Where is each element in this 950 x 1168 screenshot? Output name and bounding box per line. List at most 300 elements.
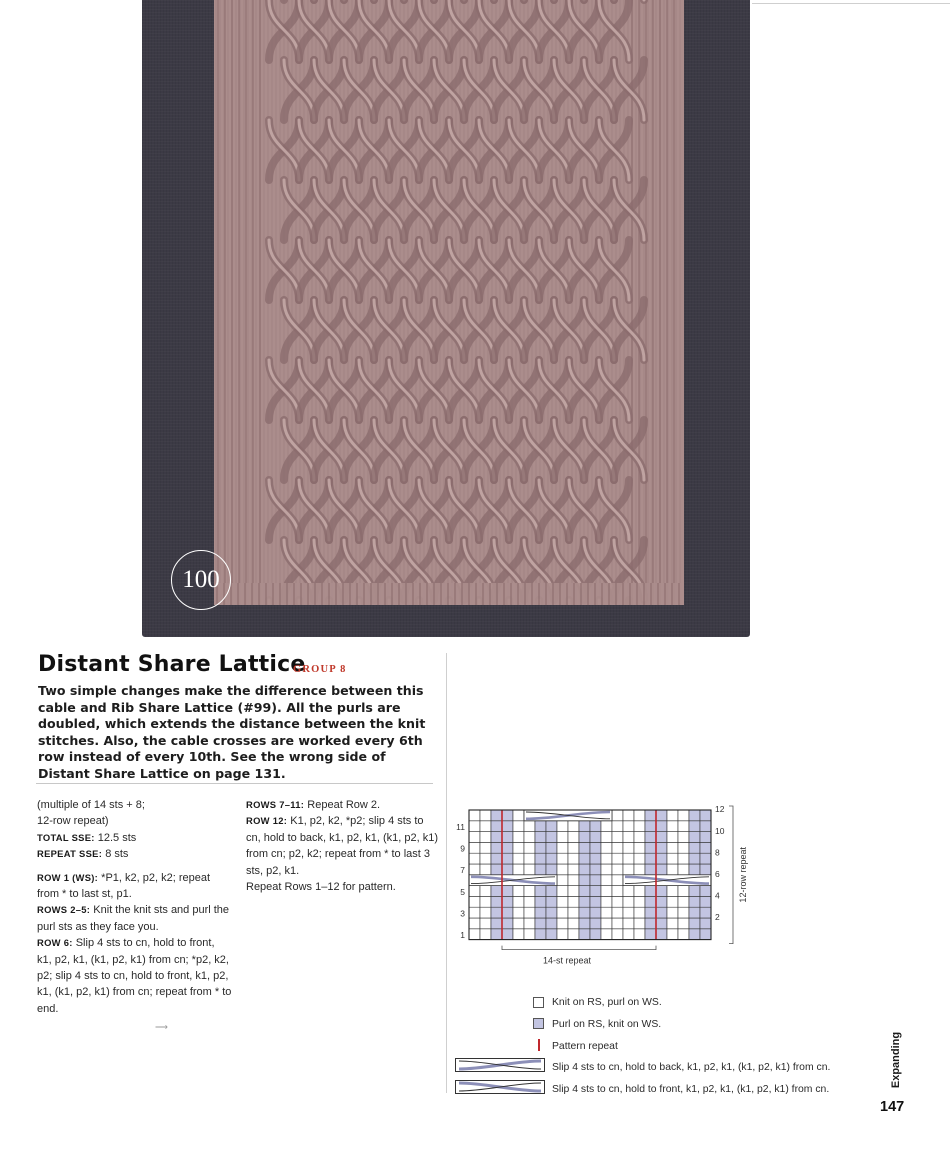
row-number-right: 8 [715, 847, 720, 858]
pattern-repeat-icon [538, 1039, 540, 1051]
knit-cell [678, 810, 689, 821]
purl-cell [700, 821, 711, 832]
knit-cell [634, 864, 645, 875]
purl-cell [645, 918, 656, 929]
knit-cell [557, 864, 568, 875]
knit-cell [524, 821, 535, 832]
knit-cell [480, 821, 491, 832]
purl-cell [491, 896, 502, 907]
knit-cell [667, 842, 678, 853]
purl-cell [491, 929, 502, 940]
cable-back-icon [455, 1058, 545, 1072]
legend-cable-front-label: Slip 4 sts to cn, hold to front, k1, p2, k1, (k1, p2, k1) from cn. [552, 1084, 830, 1095]
purl-cell [491, 842, 502, 853]
knit-cell [601, 886, 612, 897]
repeat-sse-value: 8 sts [105, 848, 129, 861]
column-divider [446, 653, 447, 1093]
row-number-right: 4 [715, 890, 720, 901]
knit-cell [513, 886, 524, 897]
knit-cell [601, 842, 612, 853]
purl-cell [689, 842, 700, 853]
knit-cell [480, 842, 491, 853]
section-tab: Expanding [890, 1031, 902, 1089]
knit-cell [634, 896, 645, 907]
purl-cell [546, 842, 557, 853]
total-sse-label: TOTAL SSE: [37, 831, 95, 843]
row-number-right: 6 [715, 868, 720, 879]
knit-cell [634, 907, 645, 918]
cable-front-icon [455, 1080, 545, 1094]
row-number-right: 12 [715, 804, 725, 815]
purl-cell [491, 864, 502, 875]
knit-cell [568, 907, 579, 918]
knit-cell [634, 853, 645, 864]
row-number-left: 3 [460, 908, 465, 919]
knit-cell [557, 929, 568, 940]
purl-cell [700, 853, 711, 864]
pattern-number: 100 [182, 566, 220, 593]
knit-cell [568, 875, 579, 886]
knit-cell [469, 918, 480, 929]
purl-cell [590, 842, 601, 853]
purl-cell [689, 832, 700, 843]
knit-cell [469, 886, 480, 897]
knit-cell [524, 832, 535, 843]
knit-cell [524, 896, 535, 907]
knit-cell [480, 896, 491, 907]
knit-cell [601, 907, 612, 918]
purl-cell [579, 918, 590, 929]
rows-7-11-instruction [246, 797, 441, 813]
purl-cell [535, 929, 546, 940]
purl-cell [546, 886, 557, 897]
knit-cell [623, 842, 634, 853]
purl-cell [579, 929, 590, 940]
knit-cell [480, 918, 491, 929]
purl-cell [689, 864, 700, 875]
purl-cell [656, 886, 667, 897]
purl-cell [535, 907, 546, 918]
knit-cell [623, 929, 634, 940]
knit-cell [568, 886, 579, 897]
knit-cell [524, 853, 535, 864]
purl-cell [535, 853, 546, 864]
purl-cell [535, 842, 546, 853]
purl-cell [502, 842, 513, 853]
knit-cell [524, 886, 535, 897]
stitch-chart [455, 800, 755, 970]
knit-cell [469, 821, 480, 832]
knit-cell [469, 842, 480, 853]
knit-cell [634, 821, 645, 832]
purl-cell [579, 886, 590, 897]
purl-cell [491, 907, 502, 918]
purl-cell [700, 842, 711, 853]
knit-cell [601, 821, 612, 832]
knit-cell [678, 896, 689, 907]
legend-purl-label: Purl on RS, knit on WS. [552, 1019, 662, 1030]
knit-cell [557, 853, 568, 864]
purl-cell [502, 821, 513, 832]
knit-cell [678, 907, 689, 918]
purl-cell [535, 886, 546, 897]
purl-cell [700, 810, 711, 821]
knit-cell [612, 886, 623, 897]
purl-cell [579, 896, 590, 907]
purl-cell [502, 918, 513, 929]
knit-cell [469, 907, 480, 918]
purl-cell [491, 832, 502, 843]
knit-cell [667, 832, 678, 843]
row-text: K1, p2, k2, *p2; slip 4 sts to cn, hold to back, k1, p2, k1, (k1, p2, k1) from cn; p2, k2; repeat from * to last 3 sts, p2, k1. [246, 815, 438, 877]
knit-cell [623, 907, 634, 918]
row-repeat-bracket [729, 806, 733, 944]
purl-cell [689, 853, 700, 864]
knit-cell [469, 929, 480, 940]
purl-cell [689, 821, 700, 832]
purl-cell [491, 821, 502, 832]
purl-cell [590, 821, 601, 832]
knit-cell [612, 918, 623, 929]
purl-cell [590, 832, 601, 843]
purl-cell [535, 896, 546, 907]
repeat-sse [37, 846, 232, 862]
cable-front-cross [623, 875, 711, 886]
knit-cell [623, 853, 634, 864]
knit-cell [480, 886, 491, 897]
purl-cell [590, 853, 601, 864]
purl-cell [546, 907, 557, 918]
knit-cell [612, 810, 623, 821]
knit-cell [623, 832, 634, 843]
purl-cell [579, 832, 590, 843]
purl-cell [590, 896, 601, 907]
purl-cell [590, 907, 601, 918]
knit-cell [513, 918, 524, 929]
purl-cell [491, 810, 502, 821]
purl-cell [546, 853, 557, 864]
row-label: ROW 12: [246, 815, 288, 827]
purl-cell [645, 821, 656, 832]
purl-cell [656, 821, 667, 832]
knit-cell [469, 832, 480, 843]
knit-cell [601, 864, 612, 875]
knit-cell [601, 929, 612, 940]
knit-cell [524, 842, 535, 853]
repeat-rows-instruction: Repeat Rows 1–12 for pattern. [246, 881, 396, 894]
knit-cell [557, 875, 568, 886]
row-label: ROWS 2–5: [37, 904, 91, 916]
knit-cell [524, 864, 535, 875]
knit-cell [612, 929, 623, 940]
knit-cell [667, 896, 678, 907]
knit-cell [513, 832, 524, 843]
stitch-repeat-label: 14-st repeat [542, 955, 592, 966]
knit-cell [667, 907, 678, 918]
row-text: *P1, k2, p2, k2; repeat from * to last st, p1. [37, 871, 211, 901]
knit-cell [568, 853, 579, 864]
rows-2-5-instruction [37, 902, 232, 935]
purl-cell [645, 907, 656, 918]
instructions-column-2 [246, 797, 441, 895]
knit-cell [623, 810, 634, 821]
knit-cell [557, 842, 568, 853]
purl-cell [579, 875, 590, 886]
purl-cell [535, 832, 546, 843]
knit-cell [480, 832, 491, 843]
purl-cell [689, 929, 700, 940]
multiple-line: (multiple of 14 sts + 8; [37, 799, 145, 811]
row-number-left: 7 [460, 865, 465, 876]
knit-cell [557, 918, 568, 929]
knit-cell [667, 821, 678, 832]
cable-front-cross [469, 875, 557, 886]
row-number-left: 5 [460, 886, 465, 897]
knit-cell [678, 842, 689, 853]
stitch-repeat-bracket [502, 946, 656, 950]
knit-cell [513, 810, 524, 821]
purl-cell [502, 929, 513, 940]
knit-cell [469, 896, 480, 907]
purl-cell [700, 896, 711, 907]
purl-cell [656, 907, 667, 918]
purl-cell [590, 918, 601, 929]
purl-cell [656, 896, 667, 907]
purl-cell [491, 853, 502, 864]
purl-cell [645, 853, 656, 864]
knit-cell [557, 896, 568, 907]
row-12-instruction [246, 813, 441, 879]
purl-cell [656, 929, 667, 940]
knit-cell [524, 918, 535, 929]
knit-cell [568, 929, 579, 940]
legend-knit-label: Knit on RS, purl on WS. [552, 997, 662, 1008]
legend-cable-back-label: Slip 4 sts to cn, hold to back, k1, p2, k1, (k1, p2, k1) from cn. [552, 1062, 831, 1073]
page-number: 147 [880, 1099, 905, 1115]
purl-cell [700, 832, 711, 843]
purl-cell [645, 842, 656, 853]
knit-cell [469, 864, 480, 875]
purl-cell [502, 832, 513, 843]
row-number-right: 10 [715, 825, 725, 836]
knit-cell [469, 810, 480, 821]
knit-cell [480, 810, 491, 821]
row-6-instruction [37, 935, 232, 1017]
row-number-left: 11 [456, 821, 465, 832]
knit-cell [568, 821, 579, 832]
knit-cell [678, 886, 689, 897]
knit-cell [568, 896, 579, 907]
knit-cell [568, 832, 579, 843]
row-text: Slip 4 sts to cn, hold to front, k1, p2, k1, (k1, p2, k1) from cn; *p2, k2, p2; slip 4 sts to cn, hold to front, k1, p2, k1, (k1, p2, k1) from cn; repeat from * to end. [37, 937, 232, 1015]
purl-cell [700, 907, 711, 918]
purl-cell [645, 832, 656, 843]
knit-cell [469, 853, 480, 864]
knit-cell [601, 875, 612, 886]
purl-cell [645, 929, 656, 940]
purl-cell [700, 929, 711, 940]
purl-cell [689, 810, 700, 821]
purl-cell [700, 864, 711, 875]
purl-cell [502, 896, 513, 907]
knit-cell [634, 842, 645, 853]
knit-cell [612, 832, 623, 843]
row-text: Knit the knit sts and purl the purl sts as they face you. [37, 904, 230, 933]
purl-cell [645, 896, 656, 907]
purl-symbol-icon [533, 1018, 544, 1029]
knit-cell [557, 886, 568, 897]
knit-cell [524, 907, 535, 918]
knit-cell [480, 929, 491, 940]
knit-symbol-icon [533, 997, 544, 1008]
purl-cell [590, 875, 601, 886]
purl-cell [546, 832, 557, 843]
knit-cell [678, 832, 689, 843]
knit-cell [568, 864, 579, 875]
knit-cell [678, 918, 689, 929]
knit-cell [513, 896, 524, 907]
purl-cell [645, 864, 656, 875]
purl-cell [579, 864, 590, 875]
purl-cell [502, 886, 513, 897]
purl-cell [502, 907, 513, 918]
group-label: GROUP 8 [293, 664, 347, 675]
purl-cell [645, 886, 656, 897]
knit-cell [612, 842, 623, 853]
knit-cell [678, 864, 689, 875]
knit-cell [623, 821, 634, 832]
knitted-swatch-image [214, 0, 684, 605]
cable-back-cross [524, 810, 612, 821]
purl-cell [491, 918, 502, 929]
knit-cell [601, 853, 612, 864]
purl-cell [546, 821, 557, 832]
purl-cell [546, 864, 557, 875]
row-number-left: 1 [460, 929, 465, 940]
knit-cell [623, 886, 634, 897]
knit-cell [623, 918, 634, 929]
purl-cell [689, 896, 700, 907]
knit-cell [513, 842, 524, 853]
knit-cell [513, 821, 524, 832]
purl-cell [645, 810, 656, 821]
pattern-number-badge [171, 550, 231, 610]
row-label: ROW 1 (WS): [37, 871, 99, 883]
knit-cell [678, 853, 689, 864]
knit-cell [667, 886, 678, 897]
scan-mark: ⟶ [155, 1022, 168, 1032]
knit-cell [568, 918, 579, 929]
row-text: Repeat Row 2. [307, 799, 381, 811]
purl-cell [579, 907, 590, 918]
purl-cell [535, 821, 546, 832]
knit-cell [634, 886, 645, 897]
purl-cell [546, 896, 557, 907]
purl-cell [546, 929, 557, 940]
divider [36, 783, 433, 784]
knit-cell [667, 810, 678, 821]
row-number-left: 9 [460, 843, 465, 854]
purl-cell [689, 907, 700, 918]
knit-cell [601, 896, 612, 907]
knit-cell [634, 810, 645, 821]
top-rule [752, 3, 950, 4]
knit-cell [601, 832, 612, 843]
row-repeat-label: 12-row repeat [738, 847, 748, 903]
knit-cell [634, 918, 645, 929]
purl-cell [502, 810, 513, 821]
legend-repeat-label: Pattern repeat [552, 1041, 618, 1052]
knit-cell [612, 896, 623, 907]
row-number-right: 2 [715, 912, 720, 923]
knit-cell [612, 907, 623, 918]
purl-cell [656, 842, 667, 853]
knit-cell [667, 918, 678, 929]
knit-cell [678, 929, 689, 940]
purl-cell [590, 929, 601, 940]
purl-cell [700, 886, 711, 897]
knit-cell [557, 907, 568, 918]
knit-cell [513, 864, 524, 875]
purl-cell [656, 832, 667, 843]
knit-cell [678, 821, 689, 832]
purl-cell [590, 886, 601, 897]
knit-cell [612, 864, 623, 875]
knit-cell [601, 918, 612, 929]
knit-cell [612, 853, 623, 864]
purl-cell [579, 821, 590, 832]
knit-cell [612, 875, 623, 886]
multiple-line: 12-row repeat) [37, 815, 109, 828]
knit-cell [480, 864, 491, 875]
knit-cell [623, 896, 634, 907]
purl-cell [535, 918, 546, 929]
knit-cell [667, 929, 678, 940]
purl-cell [502, 853, 513, 864]
knit-cell [480, 907, 491, 918]
total-sse [37, 830, 232, 846]
swatch-photo [142, 0, 750, 637]
intro-text: Two simple changes make the difference between this cable and Rib Share Lattice (#99). All the purls are doubled, which extends the distance between the knit stitches. Also, the cable crosses are worked every 6th row instead of every 10th. See the wrong side of Distant Share Lattice on page 131. [38, 683, 426, 781]
knit-cell [513, 907, 524, 918]
knit-cell [634, 929, 645, 940]
purl-cell [491, 886, 502, 897]
purl-cell [700, 918, 711, 929]
purl-cell [656, 864, 667, 875]
purl-cell [656, 918, 667, 929]
knit-cell [513, 853, 524, 864]
instructions-column-1 [37, 797, 232, 1017]
knit-cell [524, 929, 535, 940]
knit-cell [568, 842, 579, 853]
knit-cell [557, 821, 568, 832]
knit-cell [557, 832, 568, 843]
row-label: ROWS 7–11: [246, 799, 305, 810]
purl-cell [689, 886, 700, 897]
purl-cell [579, 842, 590, 853]
knit-cell [480, 853, 491, 864]
purl-cell [656, 810, 667, 821]
purl-cell [502, 864, 513, 875]
row-label: ROW 6: [37, 937, 73, 949]
knit-cell [623, 864, 634, 875]
total-sse-value: 12.5 sts [97, 831, 137, 844]
purl-cell [546, 918, 557, 929]
purl-cell [590, 864, 601, 875]
purl-cell [656, 853, 667, 864]
knit-cell [634, 832, 645, 843]
purl-cell [579, 853, 590, 864]
